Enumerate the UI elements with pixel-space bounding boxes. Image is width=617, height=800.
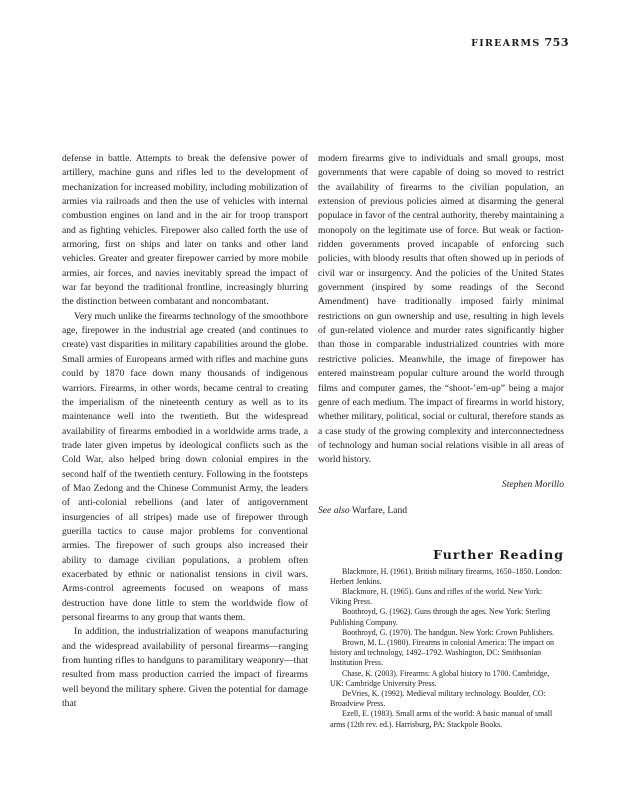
running-header-section: FIREARMS: [471, 38, 541, 49]
see-also-label: See also: [318, 504, 350, 516]
reference-item: Blackmore, H. (1965). Guns and rifles of the world. New York: Viking Press.: [330, 587, 543, 607]
see-also-link[interactable]: Warfare, Land: [349, 504, 408, 516]
reference-item: DeVries, K. (1992). Medieval military technology. Boulder, CO: Broadview Press.: [330, 689, 546, 709]
further-reading-title: Further Reading: [433, 547, 564, 563]
see-also: [318, 504, 564, 518]
article-author: Stephen Morillo: [501, 478, 564, 490]
reference-item: Blackmore, H. (1961). British military firearms, 1650–1850. London: Herbert Jenkins.: [330, 566, 563, 586]
reference-item: Chase, K. (2003). Firearms: A global history to 1700. Cambridge, UK: Cambridge University Press.: [330, 668, 550, 688]
reference-item: Boothroyd, G. (1970). The handgun. New York: Crown Publishers.: [342, 627, 555, 637]
body-paragraph: In addition, the industrialization of weapons manufacturing and the widespread availability of personal firearms—ranging from hunting rifles to handguns to paramilitary weaponry—that resulted from mass production carried the impact of firearms well beyond the military sphere. Given the potential for damage that: [62, 626, 308, 710]
body-paragraph: Very much unlike the firearms technology of the smoothbore age, firepower in the industrial age created (and continues to create) vast disparities in military capabilities around the globe. Small armies of Europeans armed with rifles and machine guns could by 1870 face down many thousands of indigenous warriors. Firearms, in other words, became central to creating the imperialism of the nineteenth century as well as to its maintenance well into the twentieth. But the widespread availability of firearms embodied in a worldwide arms trade, a trade later given impetus by ideological conflicts such as the Cold War, also helped bring down colonial empires in the second half of the twentieth century. Following in the footsteps of Mao Zedong and the Chinese Communist Army, the leaders of anti-colonial rebellions (and later of antigovernment insurgencies of all stripes) made use of firepower through guerilla tactics to cause major problems for conventional armies. The firepower of such groups also increased their ability to damage civilian populations, a problem often exacerbated by ethnic or nationalist tensions in civil wars. Arms-control agreements focused on weapons of mass destruction have done little to stem the worldwide flow of personal firearms to any group that wants them.: [62, 310, 308, 623]
right-column: [318, 152, 564, 730]
body-paragraph: modern firearms give to individuals and small groups, most governments that were capable of doing so moved to restrict the availability of firearms to the civilian population, an extension of previous policies aimed at disarming the general populace in favor of the central authority, thereby maintaining a monopoly on the legitimate use of force. But weak or faction-ridden governments proved incapable of enforcing such policies, with bloody results that often showed up in periods of civil war or insurgency. And the policies of the United States government (inspired by some readings of the Second Amendment) have traditionally imposed fairly minimal restrictions on gun ownership and use, resulting in high levels of gun-related violence and murder rates significantly higher than those in comparable industrialized countries with more restrictive policies. Meanwhile, the image of firepower has entered mainstream popular culture around the world through films and computer games, the “shoot-’em-up” being a major genre of each medium. The impact of firearms in world history, whether military, political, social or cultural, therefore stands as a case study of the growing complexity and interconnectedness of technology and human social relations visible in all areas of world history.: [318, 153, 564, 466]
page-number: 753: [544, 36, 569, 49]
left-column: [62, 152, 308, 711]
reference-item: Boothroyd, G. (1962). Guns through the ages. New York: Sterling Publishing Company.: [330, 607, 551, 627]
running-header: [471, 36, 569, 49]
body-paragraph: defense in battle. Attempts to break the defensive power of artillery, machine guns and rifles led to the development of mechanization for increased mobility, including mobilization of armies via railroads and then the use of vehicles with internal combustion engines on land and in the air for troop transport and as fighting vehicles. Firepower also called forth the use of armoring, first on ships and later on tanks and other land vehicles. Greater and greater firepower carried by more mobile armies, air forces, and navies inevitably spread the impact of war far beyond the traditional frontline, increasingly blurring the distinction between combatant and noncombatant.: [62, 153, 308, 308]
reference-item: Ezell, E. (1983). Small arms of the world: A basic manual of small arms (12th rev. ed.). Harrisburg, PA: Stackpole Books.: [330, 709, 553, 729]
reference-list: [318, 567, 564, 730]
reference-item: Brown, M. L. (1980). Firearms in colonial America: The impact on history and technology, 1492–1792. Washington, DC: Smithsonian Institution Press.: [330, 638, 554, 668]
